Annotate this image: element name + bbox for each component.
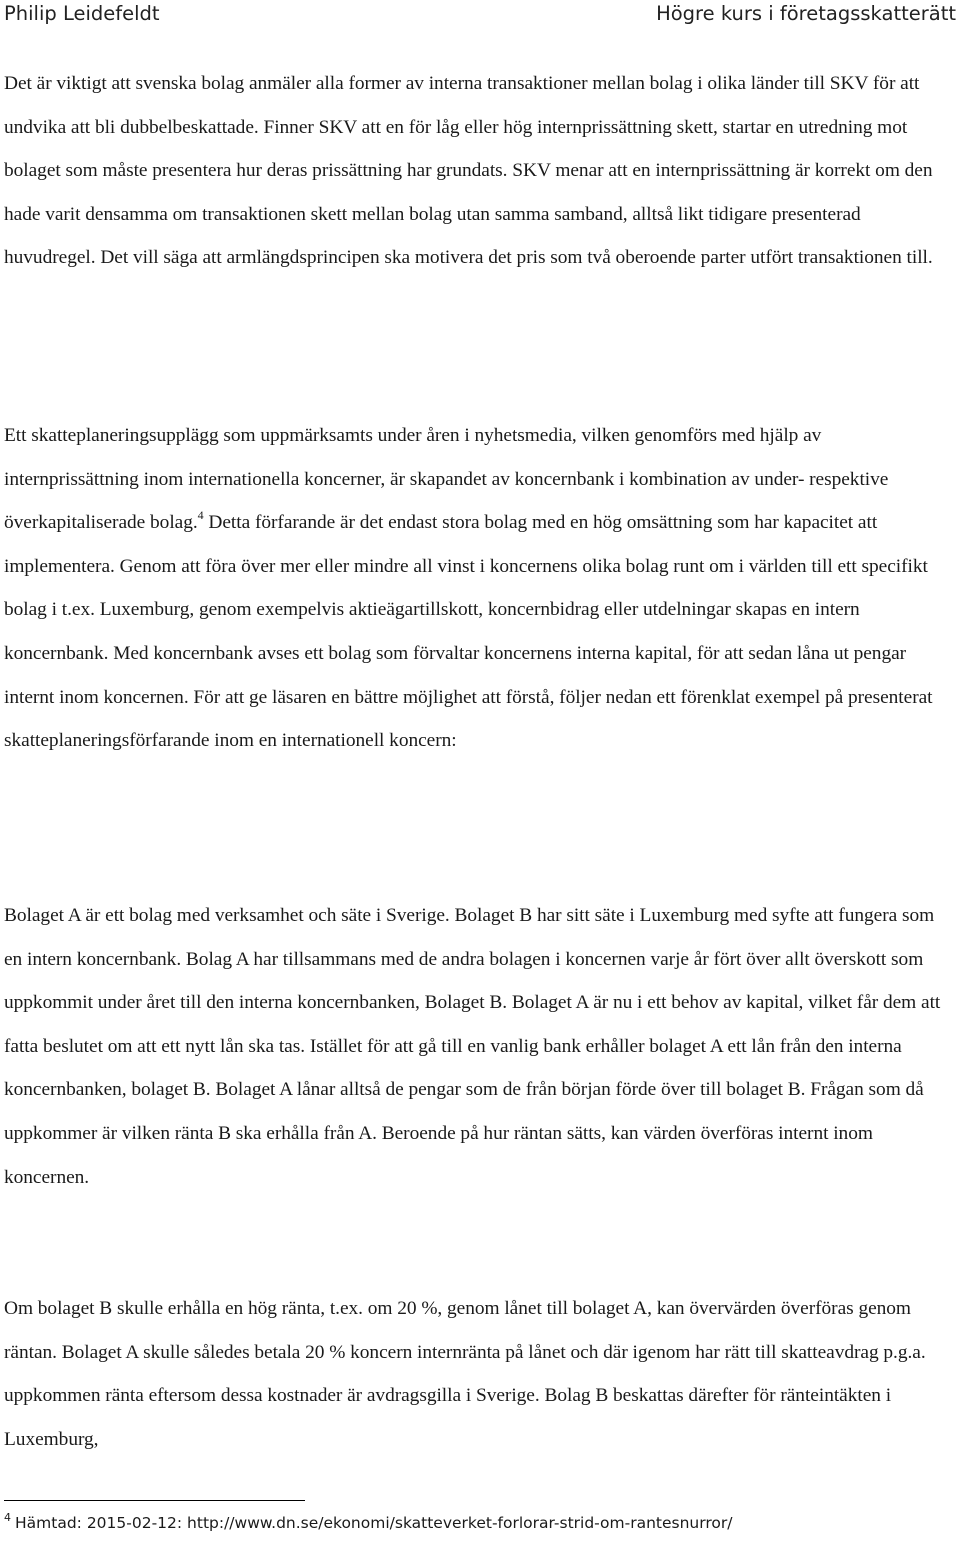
paragraph-internal-transactions: Det är viktigt att svenska bolag anmäler alla former av interna transaktioner mellan bolag i olika länder till SKV för att undvika att bli dubbelbeskattade. Finner SKV att en för låg eller hög internprissättning skett, startar en utredning mot bolaget som måste presentera hur deras prissättning har grundats. SKV menar att en internprissättning är korrekt om den hade varit densamma om transaktionen skett mellan bolag utan samma samband, alltså likt tidigare presenterad huvudregel. Det vill säga att armlängdsprincipen ska motivera det pris som två oberoende parter utfört transaktionen till.: [4, 73, 933, 269]
paragraph-high-interest: Om bolaget B skulle erhålla en hög ränta, t.ex. om 20 %, genom lånet till bolaget A, kan övervärden överföras genom räntan. Bolaget A skulle således betala 20 % koncern internränta på lånet och där igenom har rätt till skatteavdrag p.g.a. uppkommen ränta eftersom dessa kostnader är avdragsgilla i Sverige. Bolag B beskattas därefter för ränteintäkten i Luxemburg,: [4, 1298, 926, 1450]
paragraph-group-bank: [4, 414, 956, 763]
header-course-title: Högre kurs i företagsskatterätt: [656, 2, 956, 25]
page-header: [0, 0, 960, 30]
footnote-reference: 4: [197, 507, 204, 522]
header-author: Philip Leidefeldt: [4, 2, 160, 25]
paragraph-group-bank-text-start: Ett skatteplaneringsupplägg som uppmärksamts under åren i nyhetsmedia, vilken genomförs med hjälp av internprissättning inom internationella koncerner, är skapandet av koncernbank i kombination av under- respektive överkapitaliserade bolag.: [4, 425, 889, 534]
footnote-number: 4: [4, 1510, 11, 1524]
paragraph-example: Bolaget A är ett bolag med verksamhet och säte i Sverige. Bolaget B har sitt säte i Luxemburg med syfte att fungera som en intern koncernbank. Bolag A har tillsammans med de andra bolagen i koncernen varje år fört över allt överskott som uppkommit under året till den interna koncernbanken, Bolaget B. Bolaget A är nu i ett behov av kapital, vilket får dem att fatta beslutet om att ett nytt lån ska tas. Istället för att gå till en vanlig bank erhåller bolaget A ett lån från den interna koncernbanken, bolaget B. Bolaget A lånar alltså de pengar som de från början förde över till bolaget B. Frågan som då uppkommer är vilken ränta B ska erhålla från A. Beroende på hur räntan sätts, kan värden överföras internt inom koncernen.: [4, 905, 941, 1188]
footnote: [4, 1510, 732, 1536]
paragraph-group-bank-text-end: Detta förfarande är det endast stora bolag med en hög omsättning som har kapacitet att implementera. Genom att föra över mer eller mindre all vinst i koncernens olika bolag runt om i världen till ett specifikt bolag i t.ex. Luxemburg, genom exempelvis aktieägartillskott, koncernbidrag eller utdelningar skapas en intern koncernbank. Med koncernbank avses ett bolag som förvaltar koncernens interna kapital, för att sedan låna ut pengar internt inom koncernen. För att ge läsaren en bättre möjlighet att förstå, följer nedan ett förenklat exempel på presenterat skatteplaneringsförfarande inom en internationell koncern:: [4, 512, 933, 752]
footnote-divider: [4, 1500, 305, 1501]
footnote-text: Hämtad: 2015-02-12: http://www.dn.se/ekonomi/skatteverket-forlorar-strid-om-rantesnurror/: [15, 1514, 733, 1532]
